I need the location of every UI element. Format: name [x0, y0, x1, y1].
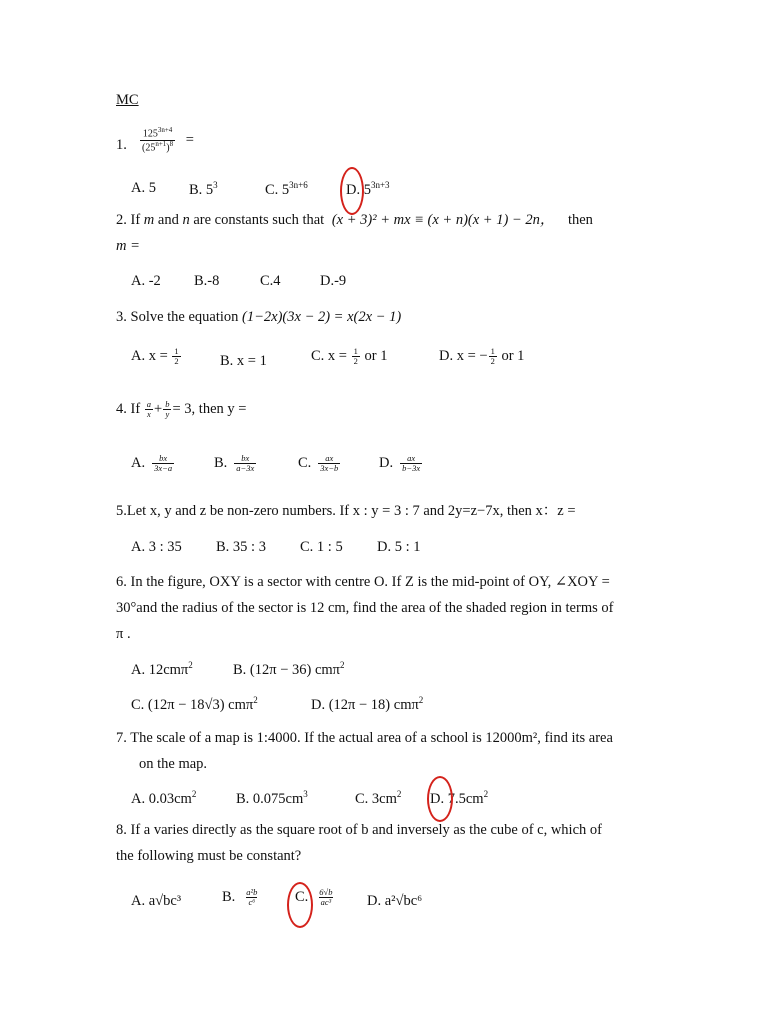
q2-line2: m =: [116, 238, 140, 254]
q5-option-a: A. 3 : 35: [131, 539, 182, 555]
q4-option-d: D. $\frac{ax}{b-3x}$: [379, 453, 421, 473]
q3-option-d: D. x = − $\frac{1}{2}$ or 1: [439, 346, 525, 366]
section-heading: MC: [116, 92, 139, 108]
q3-option-b: B. x = 1: [220, 353, 267, 369]
q5-option-c: C. 1 : 5: [300, 539, 343, 555]
q4-stem: 4. If $\frac{a}{x}$ + $\frac{b}{y}$ = 3, then y =: [116, 399, 247, 419]
q3-option-a: A. x = $\frac{1}{2}$: [131, 346, 179, 366]
q6-line1: 6. In the figure, OXY is a sector with centre O. If Z is the mid-point of OY, ∠XOY =: [116, 574, 610, 590]
q8-line2: the following must be constant?: [116, 848, 302, 864]
q1-number: 1.: [116, 137, 127, 153]
q2-option-c: C.4: [260, 273, 281, 289]
q4-option-a: A. $\frac{bx}{3x-a}$: [131, 453, 173, 473]
q7-option-c: C. $3cm^2$: [355, 789, 402, 807]
q1-option-b: B. $5^3$: [189, 180, 218, 198]
q6-option-a: A. 12cmπ$^2$: [131, 660, 193, 678]
q7-line1: 7. The scale of a map is 1:4000. If the actual area of a school is 12000m², find its area: [116, 730, 613, 746]
q2-line1: 2. If m and n are constants such that (x + 3)² + mx ≡ (x + n)(x + 1) − 2n， then: [116, 212, 593, 228]
q2-option-d: D.-9: [320, 273, 347, 289]
q6-line3: π .: [116, 626, 131, 642]
q1-expression: $\frac{125^{3n+4}}{(25^{n+1})^8}$ =: [142, 126, 194, 154]
q2-option-b: B.-8: [194, 273, 220, 289]
q1-option-a: A. 5: [131, 180, 156, 196]
q8-option-c: C. $\frac{6√b}{\text{ac³}}$: [295, 887, 333, 907]
q5-stem: 5.Let x, y and z be non-zero numbers. If x : y = 3 : 7 and 2y=z−7x, then x：z =: [116, 503, 576, 519]
q2-option-a: A. -2: [131, 273, 161, 289]
q7-line2: on the map.: [139, 756, 208, 772]
q5-option-d: D. 5 : 1: [377, 539, 421, 555]
answer-circle-mark: [287, 882, 313, 928]
q6-option-c: C. (12π − 18√3) cmπ$^2$: [131, 695, 258, 713]
q5-option-b: B. 35 : 3: [216, 539, 266, 555]
q1-option-d: D. $5^{3n+3}$: [346, 180, 390, 198]
q8-line1: 8. If a varies directly as the square root of b and inversely as the cube of c, which of: [116, 822, 602, 838]
q6-line2: 30°and the radius of the sector is 12 cm, find the area of the shaded region in terms of: [116, 600, 614, 616]
q8-option-d: D. a²√bc⁶: [367, 893, 423, 909]
q3-stem: 3. Solve the equation (1−2x)(3x − 2) = x(2x − 1): [116, 309, 402, 325]
q4-option-c: C. $\frac{ax}{3x-b}$: [298, 453, 339, 473]
answer-circle-mark: [427, 776, 453, 822]
q4-option-b: B. $\frac{bx}{a-3x}$: [214, 453, 255, 473]
q7-option-d: D. $7.5cm^2$: [430, 789, 489, 807]
q6-option-b: B. (12π − 36) cmπ$^2$: [233, 660, 345, 678]
q1-option-c: C. $5^{3n+6}$: [265, 180, 308, 198]
answer-circle-mark: [340, 167, 364, 215]
q7-option-b: B. $0.075cm^3$: [236, 789, 308, 807]
q7-option-a: A. $0.03cm^2$: [131, 789, 197, 807]
q8-option-b: B. $\frac{\text{a²b}}{\text{c⁶}}$: [222, 887, 258, 907]
q3-option-c: C. x = $\frac{1}{2}$ or 1: [311, 346, 388, 366]
q6-option-d: D. (12π − 18) cmπ$^2$: [311, 695, 424, 713]
q8-option-a: A. a√bc³: [131, 893, 182, 909]
